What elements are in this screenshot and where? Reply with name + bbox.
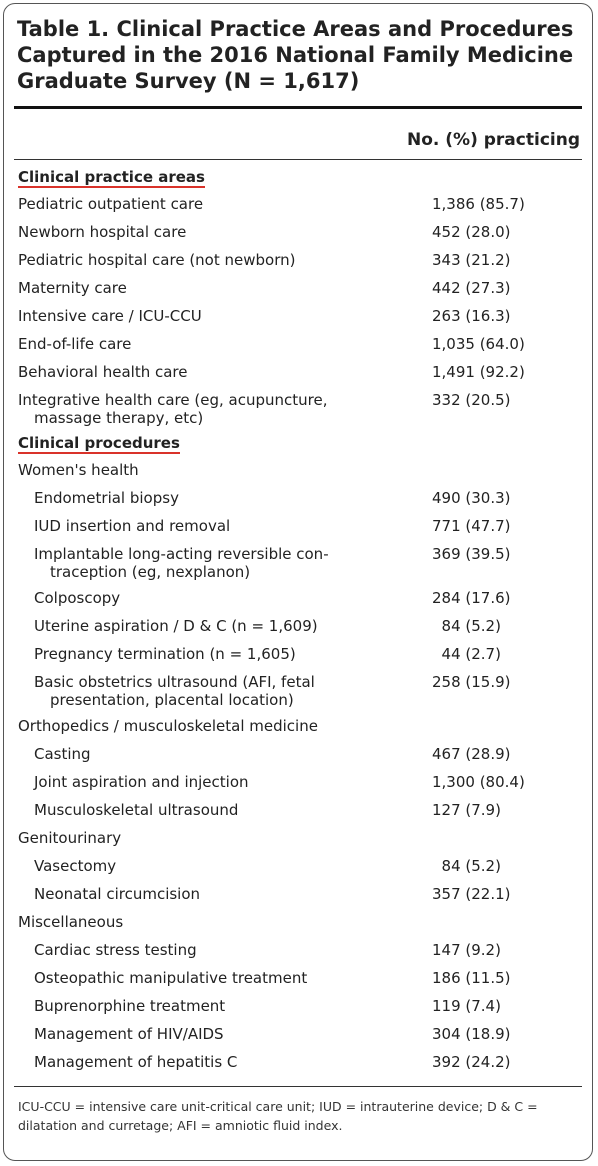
row-label-text: Uterine aspiration / D & C (n = 1,609) bbox=[34, 617, 318, 636]
table-row bbox=[4, 274, 592, 302]
table-row bbox=[4, 612, 592, 640]
table-row bbox=[4, 512, 592, 540]
row-value: 332 (20.5) bbox=[432, 391, 511, 410]
row-value: 467 (28.9) bbox=[432, 745, 511, 764]
row-label bbox=[4, 1025, 432, 1043]
row-label bbox=[4, 517, 432, 535]
column-header-row bbox=[16, 129, 580, 151]
row-label-text: Colposcopy bbox=[34, 589, 121, 608]
row-label bbox=[4, 885, 432, 903]
row-value: 442 (27.3) bbox=[432, 279, 511, 298]
row-value: 343 (21.2) bbox=[432, 251, 511, 270]
row-label-text: Joint aspiration and injection bbox=[34, 773, 249, 792]
table-row bbox=[4, 640, 592, 668]
row-label bbox=[4, 223, 432, 241]
row-label bbox=[4, 1053, 432, 1071]
row-label-text: Vasectomy bbox=[34, 857, 117, 876]
row-label-text: Pediatric outpatient care bbox=[18, 195, 204, 214]
header-rule bbox=[14, 159, 582, 160]
row-label bbox=[4, 545, 432, 581]
row-value: 84 (5.2) bbox=[432, 617, 501, 636]
row-label bbox=[4, 195, 432, 213]
table-row bbox=[4, 218, 592, 246]
row-value: 127 (7.9) bbox=[432, 801, 501, 820]
row-label bbox=[4, 941, 432, 959]
row-label-text: Pediatric hospital care (not newborn) bbox=[18, 251, 296, 270]
group-label: Orthopedics / musculoskeletal medicine bbox=[18, 717, 318, 736]
table-row bbox=[4, 330, 592, 358]
row-label-text: Management of HIV/AIDS bbox=[34, 1025, 224, 1044]
table-row bbox=[4, 246, 592, 274]
row-label bbox=[4, 801, 432, 819]
row-value: 1,035 (64.0) bbox=[432, 335, 525, 354]
row-label-text: Pregnancy termination (n = 1,605) bbox=[34, 645, 296, 664]
row-label bbox=[4, 589, 432, 607]
practice-areas-rows bbox=[4, 190, 592, 430]
row-label bbox=[4, 745, 432, 763]
row-label bbox=[4, 279, 432, 297]
row-label bbox=[4, 773, 432, 791]
row-label-continuation: massage therapy, etc) bbox=[34, 409, 204, 428]
table-row bbox=[4, 880, 592, 908]
row-label bbox=[4, 969, 432, 987]
table-row bbox=[4, 386, 592, 430]
table-row bbox=[4, 964, 592, 992]
table-row bbox=[4, 1020, 592, 1048]
row-value: 84 (5.2) bbox=[432, 857, 501, 876]
row-value: 771 (47.7) bbox=[432, 517, 511, 536]
table-row bbox=[4, 358, 592, 386]
row-label-text: Endometrial biopsy bbox=[34, 489, 179, 508]
section-clinical-procedures: Clinical procedures bbox=[18, 434, 180, 453]
table-row bbox=[4, 796, 592, 824]
row-label-text: Newborn hospital care bbox=[18, 223, 187, 242]
table-row bbox=[4, 302, 592, 330]
row-label-text: Basic obstetrics ultrasound (AFI, fetal bbox=[34, 673, 315, 692]
row-value: 44 (2.7) bbox=[432, 645, 501, 664]
row-value: 1,300 (80.4) bbox=[432, 773, 525, 792]
table-row bbox=[4, 484, 592, 512]
row-value: 357 (22.1) bbox=[432, 885, 511, 904]
row-label bbox=[4, 673, 432, 709]
row-label bbox=[4, 363, 432, 381]
row-value: 263 (16.3) bbox=[432, 307, 511, 326]
row-value: 258 (15.9) bbox=[432, 673, 511, 692]
row-label-continuation: traception (eg, nexplanon) bbox=[50, 563, 251, 582]
table-footnote: ICU-CCU = intensive care unit-critical care unit; IUD = intrauterine device; D & C = dilatation and curretage; AFI = amniotic fluid index. bbox=[18, 1099, 538, 1134]
column-header-practicing: No. (%) practicing bbox=[406, 130, 580, 150]
row-label-continuation: presentation, placental location) bbox=[50, 691, 294, 710]
row-label bbox=[4, 489, 432, 507]
table-row bbox=[4, 1048, 592, 1076]
table-row bbox=[4, 668, 592, 712]
row-label bbox=[4, 335, 432, 353]
row-value: 452 (28.0) bbox=[432, 223, 511, 242]
table-title: Table 1. Clinical Practice Areas and Procedures Captured in the 2016 National Family Medicine Graduate Survey (N = 1,617) bbox=[17, 17, 574, 93]
row-label-text: End-of-life care bbox=[18, 335, 132, 354]
row-label bbox=[4, 617, 432, 635]
group-label: Miscellaneous bbox=[18, 913, 124, 932]
row-value: 186 (11.5) bbox=[432, 969, 511, 988]
row-value: 490 (30.3) bbox=[432, 489, 511, 508]
row-label-text: IUD insertion and removal bbox=[34, 517, 231, 536]
table-row bbox=[4, 852, 592, 880]
row-value: 304 (18.9) bbox=[432, 1025, 511, 1044]
row-value: 119 (7.4) bbox=[432, 997, 501, 1016]
row-label bbox=[4, 251, 432, 269]
procedure-groups bbox=[4, 456, 592, 1076]
table-row bbox=[4, 936, 592, 964]
row-value: 284 (17.6) bbox=[432, 589, 511, 608]
group-label: Women's health bbox=[18, 461, 139, 480]
row-label-text: Casting bbox=[34, 745, 91, 764]
row-label-text: Integrative health care (eg, acupuncture, bbox=[18, 391, 328, 410]
title-rule bbox=[14, 106, 582, 109]
table-row bbox=[4, 740, 592, 768]
row-value: 392 (24.2) bbox=[432, 1053, 511, 1072]
row-value: 369 (39.5) bbox=[432, 545, 511, 564]
table-row bbox=[4, 584, 592, 612]
table-row bbox=[4, 992, 592, 1020]
row-label-text: Behavioral health care bbox=[18, 363, 188, 382]
group-label: Genitourinary bbox=[18, 829, 122, 848]
row-value: 1,386 (85.7) bbox=[432, 195, 525, 214]
row-label bbox=[4, 391, 432, 427]
table-row bbox=[4, 540, 592, 584]
footer-rule bbox=[14, 1086, 582, 1087]
row-label bbox=[4, 997, 432, 1015]
row-label bbox=[4, 307, 432, 325]
row-label-text: Management of hepatitis C bbox=[34, 1053, 238, 1072]
table-row bbox=[4, 190, 592, 218]
row-label-text: Cardiac stress testing bbox=[34, 941, 197, 960]
row-label bbox=[4, 645, 432, 663]
table-body bbox=[4, 164, 592, 1076]
row-label-text: Osteopathic manipulative treatment bbox=[34, 969, 308, 988]
section-clinical-practice-areas: Clinical practice areas bbox=[18, 168, 205, 187]
table-row bbox=[4, 768, 592, 796]
row-label-text: Maternity care bbox=[18, 279, 127, 298]
row-label-text: Musculoskeletal ultrasound bbox=[34, 801, 239, 820]
row-label-text: Intensive care / ICU-CCU bbox=[18, 307, 202, 326]
table-frame bbox=[3, 3, 593, 1161]
row-value: 147 (9.2) bbox=[432, 941, 501, 960]
row-value: 1,491 (92.2) bbox=[432, 363, 525, 382]
row-label-text: Buprenorphine treatment bbox=[34, 997, 226, 1016]
row-label bbox=[4, 857, 432, 875]
row-label-text: Neonatal circumcision bbox=[34, 885, 201, 904]
row-label-text: Implantable long-acting reversible con- bbox=[34, 545, 329, 564]
